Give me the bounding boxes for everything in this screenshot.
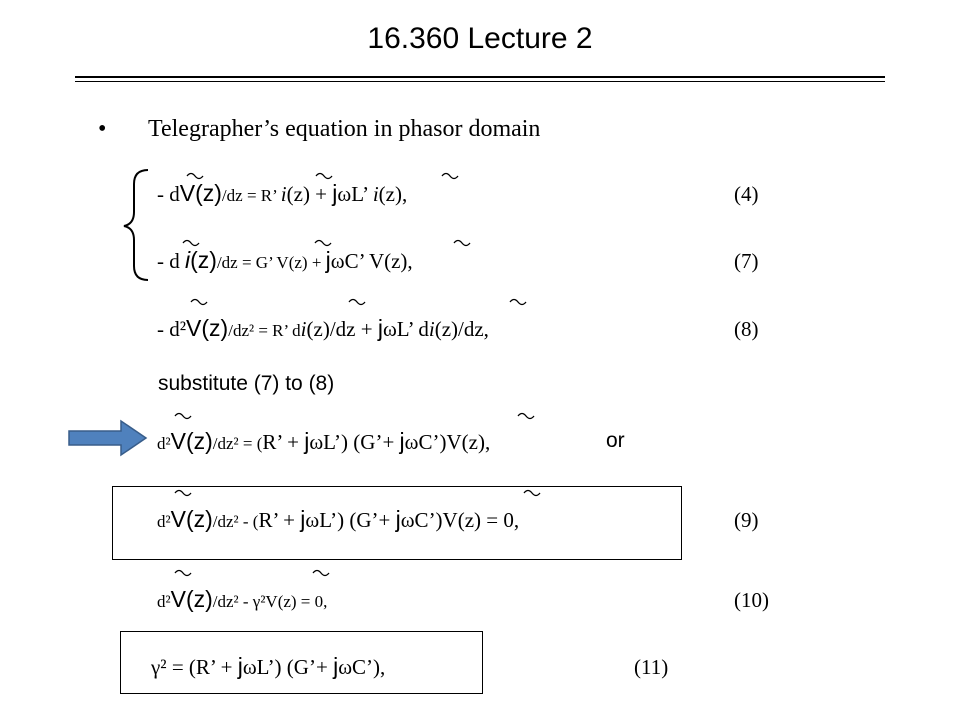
equation-10-number: (10) <box>734 588 769 612</box>
equation-combined: d²V(z)/dz² = (R’ + jωL’) (G’+ jωC’)V(z), <box>157 428 491 454</box>
tilde-mark <box>454 241 470 246</box>
or-text: or <box>606 429 625 452</box>
equation-9: d²V(z)/dz² - (R’ + jωL’) (G’+ jωC’)V(z) = 0, <box>157 506 520 532</box>
tilde-mark <box>175 414 191 419</box>
equation-9-number: (9) <box>734 508 759 532</box>
equation-11: γ² = (R’ + jωL’) (G’+ jωC’), <box>151 653 386 679</box>
tilde-mark <box>187 174 203 179</box>
tilde-mark <box>510 300 526 305</box>
left-brace <box>124 170 148 280</box>
tilde-mark <box>313 571 329 576</box>
equation-4: - dV(z)/dz = R’ i(z) + jωL’ i(z), <box>157 180 408 206</box>
section-heading: Telegrapher’s equation in phasor domain <box>148 116 541 142</box>
page-title: 16.360 Lecture 2 <box>367 22 593 55</box>
equation-8: - d²V(z)/dz² = R’ di(z)/dz + jωL’ di(z)/dz, <box>157 315 489 341</box>
equation-7: - d i(z)/dz = G’ V(z) + jωC’ V(z), <box>157 247 413 273</box>
equation-8-number: (8) <box>734 317 759 341</box>
bullet-marker: • <box>98 116 107 142</box>
tilde-mark <box>175 571 191 576</box>
equation-7-number: (7) <box>734 249 759 273</box>
equation-11-number: (11) <box>634 655 669 679</box>
substitute-text: substitute (7) to (8) <box>158 372 335 395</box>
tilde-mark <box>442 174 458 179</box>
tilde-mark <box>316 174 332 179</box>
tilde-mark <box>349 300 365 305</box>
equation-4-number: (4) <box>734 182 759 206</box>
tilde-mark <box>518 414 534 419</box>
right-arrow-icon <box>69 421 146 455</box>
tilde-mark <box>315 241 331 246</box>
tilde-mark <box>191 300 207 305</box>
equation-10: d²V(z)/dz² - γ²V(z) = 0, <box>157 586 328 612</box>
tilde-mark <box>183 241 199 246</box>
